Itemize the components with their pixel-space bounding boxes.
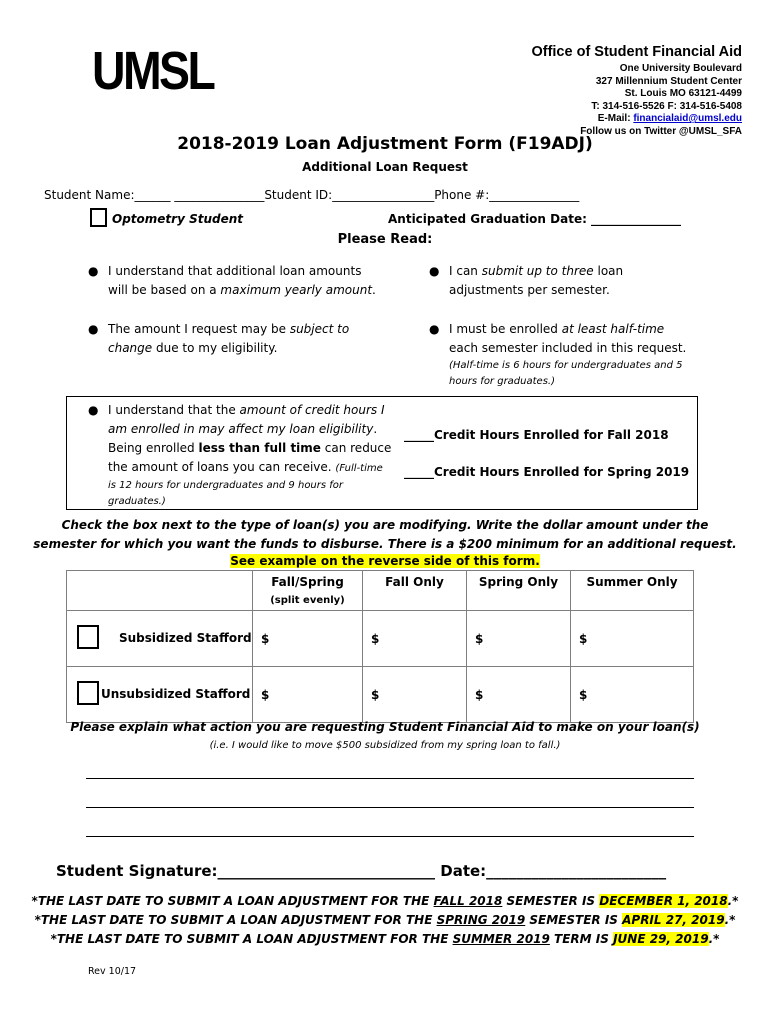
umsl-logo: UMSL bbox=[92, 41, 214, 101]
header-spring-only: Spring Only bbox=[467, 571, 571, 611]
graduation-date-field[interactable]: Anticipated Graduation Date: _______________ bbox=[388, 212, 682, 226]
explain-example: (i.e. I would like to move $500 subsidized from my spring loan to fall.) bbox=[209, 740, 561, 751]
explain-line-2[interactable] bbox=[86, 807, 694, 808]
table-row bbox=[67, 667, 694, 723]
bullet-dot: ● bbox=[429, 322, 440, 336]
revision-note: Rev 10/17 bbox=[88, 966, 137, 977]
amount-cell[interactable]: $ bbox=[363, 611, 467, 667]
phone-fax: T: 314-516-5526 F: 314-516-5408 bbox=[591, 100, 742, 112]
bullet-half-time: ● I must be enrolled at least half-time each semester included in this request. (Half-time is 6 hours for undergraduates and 5 hours for graduates.) bbox=[429, 322, 687, 387]
form-title: 2018-2019 Loan Adjustment Form (F19ADJ) bbox=[177, 134, 593, 154]
student-info-line[interactable]: Student Name:______ _______________Student ID:_________________Phone #:_______________ bbox=[44, 188, 580, 202]
deadline-summer: *THE LAST DATE TO SUBMIT A LOAN ADJUSTMENT FOR THE SUMMER 2019 TERM IS JUNE 29, 2019.* bbox=[50, 932, 720, 946]
amount-cell[interactable]: $ bbox=[571, 611, 694, 667]
header-fall-spring: Fall/Spring (split evenly) bbox=[253, 571, 363, 611]
amount-cell[interactable]: $ bbox=[467, 611, 571, 667]
full-time-note: is 12 hours for undergraduates and 9 hours for graduates.) bbox=[108, 480, 344, 507]
bullet-dot: ● bbox=[429, 264, 440, 278]
address-line-3: St. Louis MO 63121-4499 bbox=[624, 88, 742, 99]
bullet-dot: ● bbox=[88, 264, 99, 278]
optometry-label: Optometry Student bbox=[112, 212, 243, 226]
address-line-1: One University Boulevard bbox=[619, 63, 742, 74]
loan-type-header bbox=[67, 571, 253, 611]
bullet-three-adjustments: ● I can submit up to three loan adjustments per semester. bbox=[429, 264, 624, 297]
deadline-fall: *THE LAST DATE TO SUBMIT A LOAN ADJUSTMENT FOR THE FALL 2018 SEMESTER IS DECEMBER 1, 2018.* bbox=[31, 894, 739, 908]
email-label: E-Mail: bbox=[597, 113, 634, 124]
signature-date-line[interactable]: Student Signature:_____________________________ Date:________________________ bbox=[56, 862, 667, 880]
email-line bbox=[531, 113, 742, 126]
credit-hours-spring[interactable]: _____Credit Hours Enrolled for Spring 2019 bbox=[404, 465, 690, 479]
office-title: Office of Student Financial Aid bbox=[531, 44, 742, 60]
explain-line-3[interactable] bbox=[86, 836, 694, 837]
table-row bbox=[67, 611, 694, 667]
office-contact-block bbox=[531, 44, 742, 138]
amount-cell[interactable]: $ bbox=[363, 667, 467, 723]
bullet-subject-to-change: ● The amount I request may be subject to change due to my eligibility. bbox=[88, 322, 350, 355]
row-label-unsubsidized: Unsubsidized Stafford bbox=[67, 667, 253, 723]
amount-cell[interactable]: $ bbox=[253, 611, 363, 667]
address-line-2: 327 Millennium Student Center bbox=[595, 75, 742, 87]
email-link[interactable]: financialaid@umsl.edu bbox=[633, 113, 742, 124]
twitter-line: Follow us on Twitter @UMSL_SFA bbox=[580, 125, 742, 137]
bullet-max-yearly: ● I understand that additional loan amounts will be based on a maximum yearly amount. bbox=[88, 264, 376, 297]
header-summer-only: Summer Only bbox=[571, 571, 694, 611]
amount-cell[interactable]: $ bbox=[467, 667, 571, 723]
bullet-dot: ● bbox=[88, 403, 99, 417]
explain-line-1[interactable] bbox=[86, 778, 694, 779]
bullet-dot: ● bbox=[88, 322, 99, 336]
optometry-checkbox[interactable] bbox=[90, 208, 107, 227]
credit-hours-fall[interactable]: _____Credit Hours Enrolled for Fall 2018 bbox=[404, 428, 669, 442]
form-subtitle: Additional Loan Request bbox=[302, 160, 468, 174]
subsidized-checkbox[interactable] bbox=[77, 625, 99, 649]
loan-table bbox=[66, 570, 694, 723]
amount-cell[interactable]: $ bbox=[571, 667, 694, 723]
bullet-credit-hours: ● I understand that the amount of credit hours I am enrolled in may affect my loan eligibility. Being enrolled less than full time can reduce the amount of loans you can receive. (Full-time bbox=[88, 403, 392, 474]
amount-cell[interactable]: $ bbox=[253, 667, 363, 723]
please-read-heading: Please Read: bbox=[337, 232, 433, 247]
unsubsidized-checkbox[interactable] bbox=[77, 681, 99, 705]
row-label-subsidized: Subsidized Stafford bbox=[67, 611, 253, 667]
explain-prompt: Please explain what action you are requesting Student Financial Aid to make on your loan(s) bbox=[70, 720, 700, 734]
see-example-note: See example on the reverse side of this form. bbox=[230, 554, 540, 568]
deadline-spring: *THE LAST DATE TO SUBMIT A LOAN ADJUSTMENT FOR THE SPRING 2019 SEMESTER IS APRIL 27, 2019.* bbox=[34, 913, 736, 927]
header-fall-only: Fall Only bbox=[363, 571, 467, 611]
loan-instructions: Check the box next to the type of loan(s) you are modifying. Write the dollar amount under the semester for which you want the funds to disburse. There is a $200 minimum for an additional request. bbox=[33, 518, 737, 551]
